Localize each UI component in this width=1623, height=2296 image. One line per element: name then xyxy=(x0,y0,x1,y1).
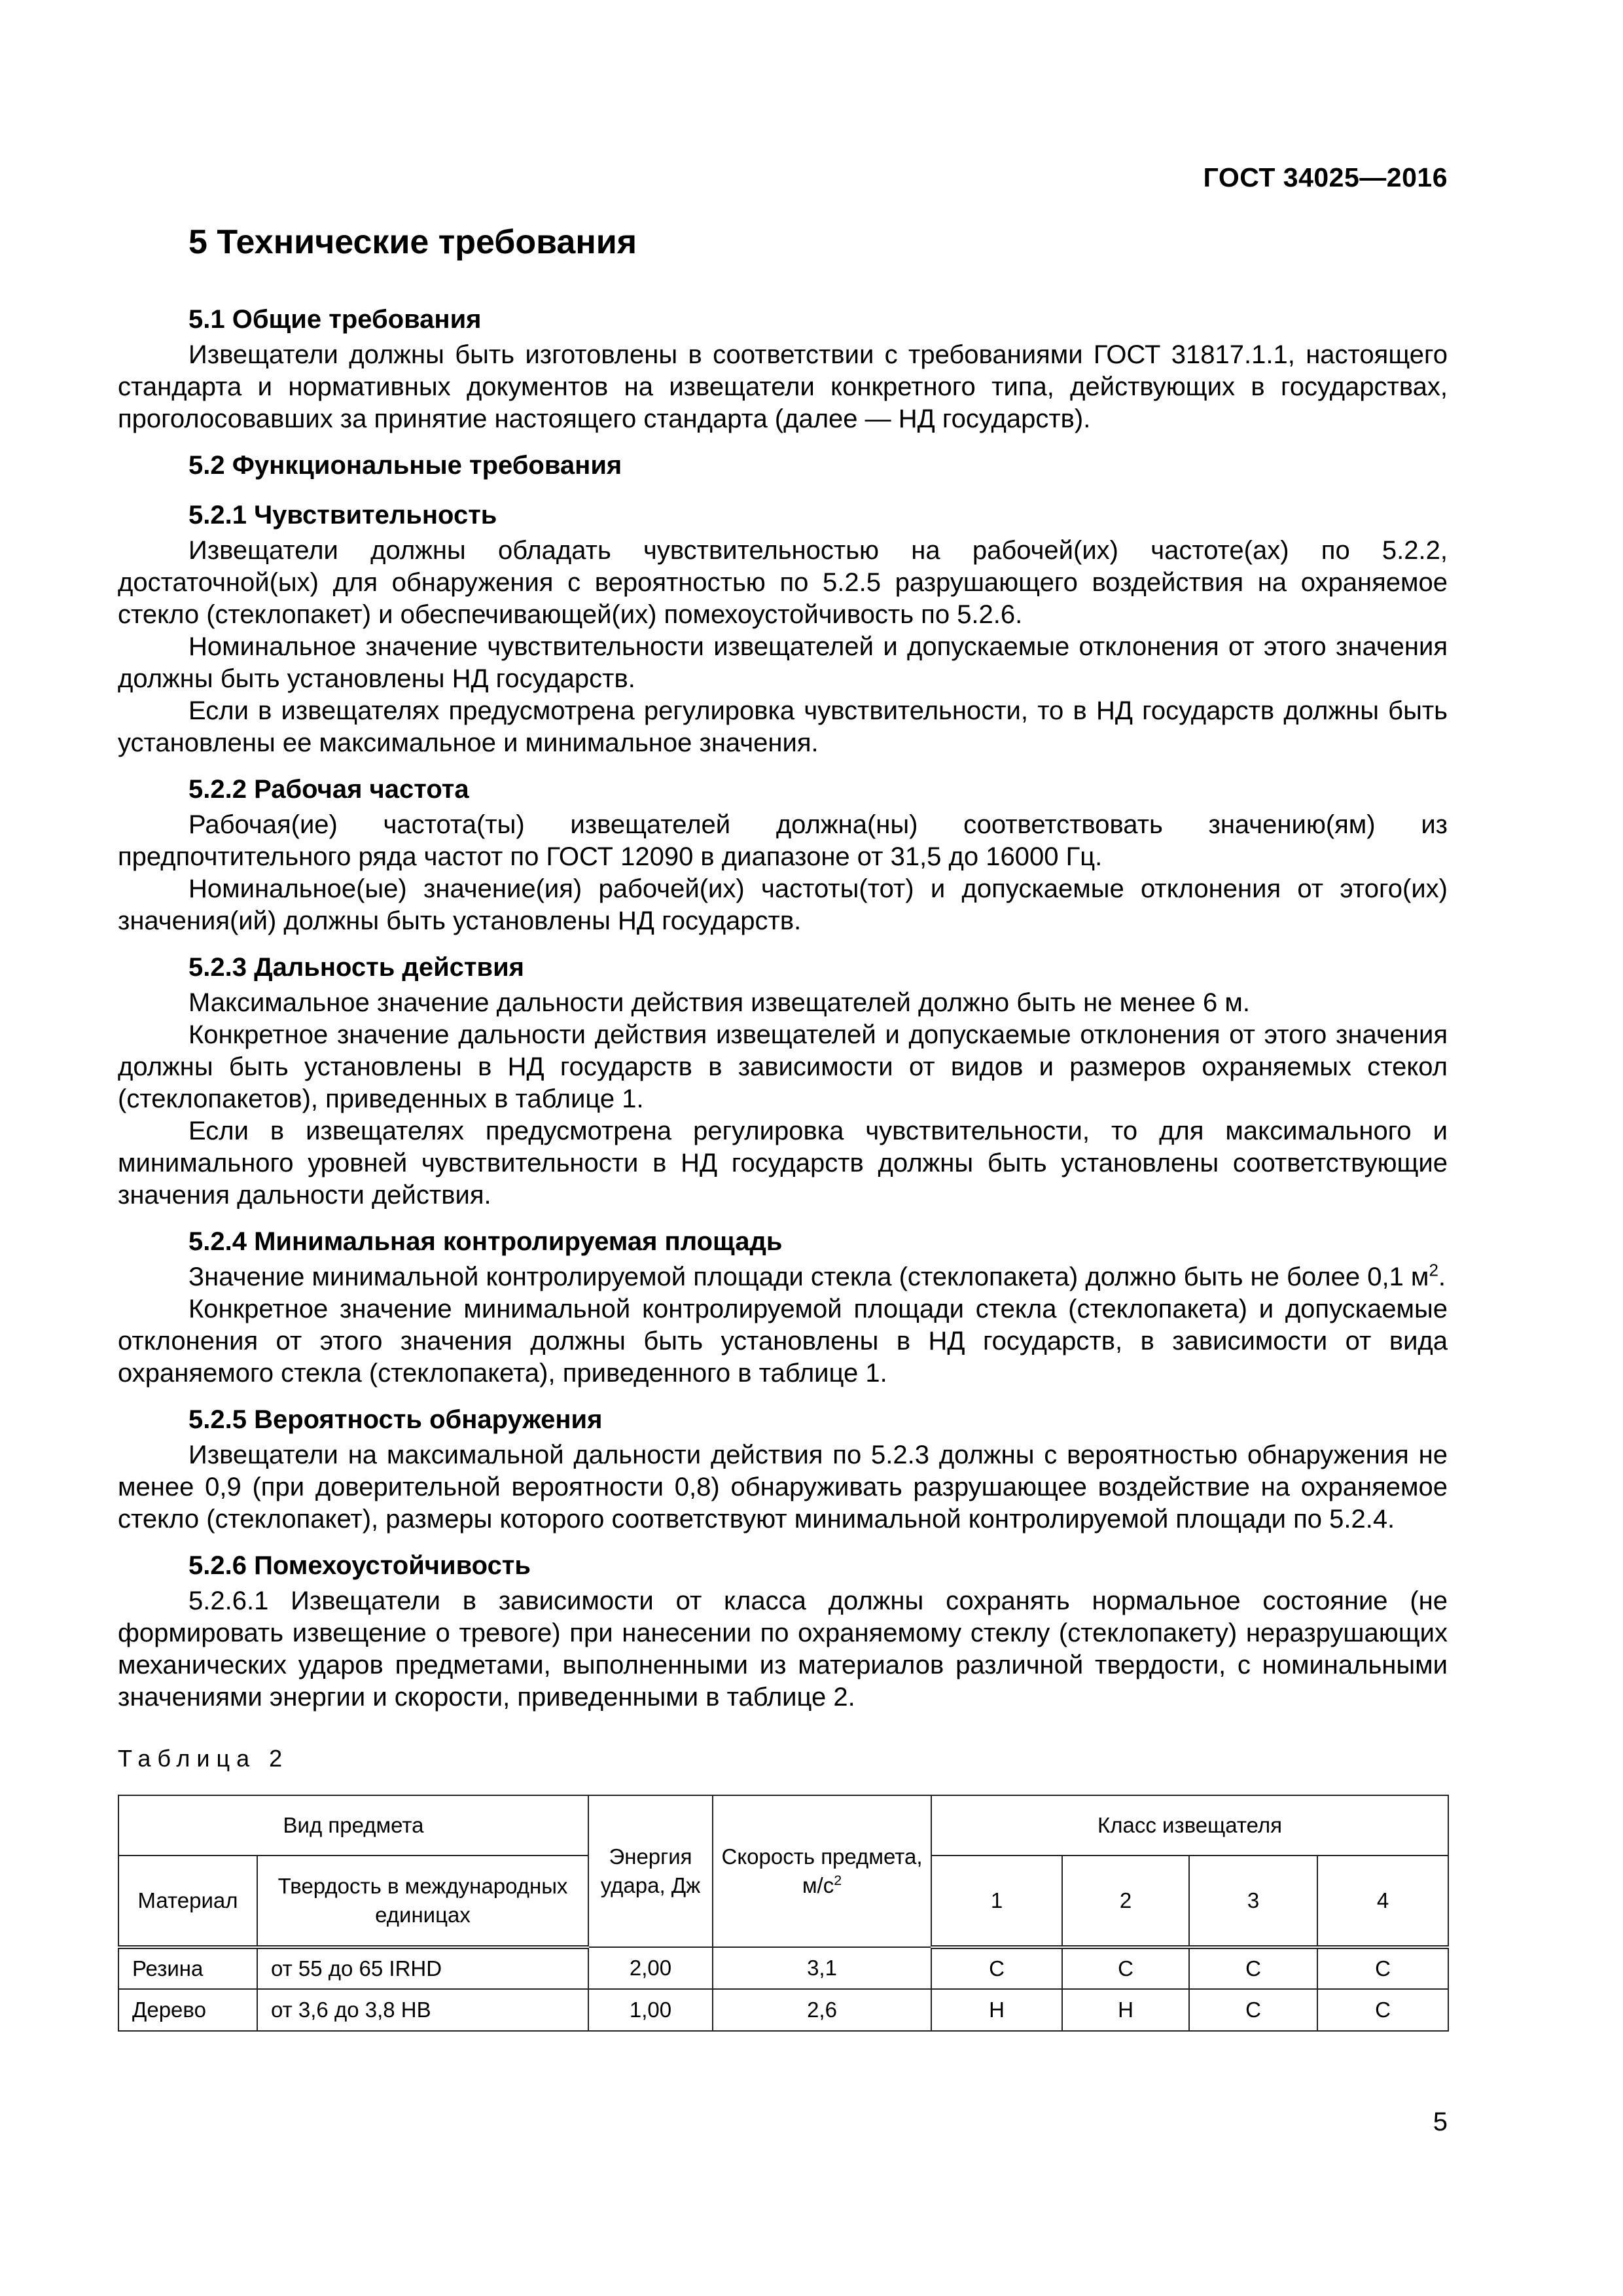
table-row xyxy=(118,1947,1448,1989)
table-row xyxy=(118,1989,1448,2031)
section-title: 5 Технические требования xyxy=(188,223,637,261)
spacer xyxy=(118,485,1448,495)
cell-hardness: от 55 до 65 IRHD xyxy=(257,1947,588,1989)
spacer xyxy=(118,1390,1448,1400)
cell-class-1: С xyxy=(931,1947,1062,1989)
body-paragraph: Извещатели на максимальной дальности действия по 5.2.3 должны с вероятностью обнаружения не менее 0,9 (при доверительной вероятности 0,8) обнаруживать разрушающее воздействие на охраняемое стекло (стеклопакет), размеры которого соответствуют минимальной контролируемой площади по 5.2.4. xyxy=(118,1441,1448,1534)
body-paragraph: Рабочая(ие) частота(ты) извещателей должна(ны) соответствовать значению(ям) из предпочтительного ряда частот по ГОСТ 12090 в диапазоне от 31,5 до 16000 Гц. xyxy=(118,810,1448,871)
body-paragraph: Извещатели должны быть изготовлены в соответствии с требованиями ГОСТ 31817.1.1, настоящего стандарта и нормативных документов на извещатели конкретного типа, действующих в государствах, проголосовавших за принятие настоящего стандарта (далее — НД государств). xyxy=(118,340,1448,433)
header-speed-text: Скорость предмета, м/с xyxy=(721,1844,923,1897)
table-2 xyxy=(118,1795,1449,2032)
header-energy: Энергия удара, Дж xyxy=(588,1795,713,1947)
subsection-heading: 5.2.6 Помехоустойчивость xyxy=(188,1551,531,1580)
cell-class-2: Н xyxy=(1062,1989,1189,2031)
cell-energy: 2,00 xyxy=(588,1947,713,1989)
cell-material: Резина xyxy=(118,1947,257,1989)
body-paragraph: Максимальное значение дальности действия извещателей должно быть не менее 6 м. xyxy=(188,988,1250,1017)
document-code: ГОСТ 34025—2016 xyxy=(1203,162,1448,192)
body-paragraph: Конкретное значение минимальной контролируемой площади стекла (стеклопакета) и допускаемые отклонения от этого значения должны быть установлены в НД государств, в зависимости от вида охраняемого стекла (стеклопакета), приведенного в таблице 1. xyxy=(118,1295,1448,1388)
spacer xyxy=(118,759,1448,770)
cell-class-4: С xyxy=(1317,1947,1448,1989)
body-paragraph: 5.2.6.1 Извещатели в зависимости от класса должны сохранять нормальное состояние (не формировать извещение о тревоге) при нанесении по охраняемому стеклу (стеклопакету) неразрушающих механических ударов предметами, выполненными из материалов различной твердости, с номинальными значениями энергии и скорости, приведенными в таблице 2. xyxy=(118,1587,1448,1712)
cell-class-4: С xyxy=(1317,1989,1448,2031)
header-detector-class: Класс извещателя xyxy=(931,1795,1448,1856)
subsection-heading: 5.2.2 Рабочая частота xyxy=(188,775,469,804)
spacer xyxy=(118,435,1448,446)
cell-energy: 1,00 xyxy=(588,1989,713,2031)
cell-material: Дерево xyxy=(118,1989,257,2031)
spacer xyxy=(118,1211,1448,1222)
page-content xyxy=(118,223,1448,2032)
subsection-heading: 5.2 Функциональные требования xyxy=(188,451,622,480)
cell-hardness: от 3,6 до 3,8 HB xyxy=(257,1989,588,2031)
paragraph-tail: . xyxy=(1438,1263,1446,1291)
cell-class-3: С xyxy=(1189,1947,1317,1989)
subsection-heading: 5.2.5 Вероятность обнаружения xyxy=(188,1405,603,1434)
cell-class-1: Н xyxy=(931,1989,1062,2031)
header-speed xyxy=(713,1795,931,1947)
body-paragraph: Если в извещателях предусмотрена регулировка чувствительности, то в НД государств должны быть установлены ее максимальное и минимальное значения. xyxy=(118,696,1448,757)
cell-class-2: С xyxy=(1062,1947,1189,1989)
subsection-heading: 5.2.4 Минимальная контролируемая площадь xyxy=(188,1227,783,1256)
table-caption: Таблица 2 xyxy=(118,1745,289,1772)
header-speed-sup: 2 xyxy=(834,1873,842,1888)
spacer xyxy=(118,937,1448,948)
header-class-4: 4 xyxy=(1317,1856,1448,1947)
subsection-heading: 5.2.3 Дальность действия xyxy=(188,953,525,982)
body-paragraph: Если в извещателях предусмотрена регулировка чувствительности, то для максимального и минимального уровней чувствительности в НД государств должны быть установлены соответствующие значения дальности действия. xyxy=(118,1117,1448,1210)
cell-class-3: С xyxy=(1189,1989,1317,2031)
section-body xyxy=(118,300,1448,1713)
header-class-3: 3 xyxy=(1189,1856,1317,1947)
header-hardness: Твердость в международных единицах xyxy=(257,1856,588,1947)
header-class-2: 2 xyxy=(1062,1856,1189,1947)
subsection-heading: 5.1 Общие требования xyxy=(188,305,482,334)
subsection-heading: 5.2.1 Чувствительность xyxy=(188,501,497,529)
body-paragraph: Номинальное(ые) значение(ия) рабочей(их) частоты(тот) и допускаемые отклонения от этого(их) значения(ий) должны быть установлены НД государств. xyxy=(118,874,1448,935)
paragraph-text: Значение минимальной контролируемой площади стекла (стеклопакета) должно быть не более 0,1 м xyxy=(188,1263,1429,1291)
body-paragraph xyxy=(118,1261,1448,1293)
page-number: 5 xyxy=(1433,2108,1448,2136)
header-class-1: 1 xyxy=(931,1856,1062,1947)
body-paragraph: Номинальное значение чувствительности извещателей и допускаемые отклонения от этого значения должны быть установлены НД государств. xyxy=(118,632,1448,693)
body-paragraph: Конкретное значение дальности действия извещателей и допускаемые отклонения от этого значения должны быть установлены в НД государств в зависимости от видов и размеров охраняемых стекол (стеклопакетов), приведенных в таблице 1. xyxy=(118,1020,1448,1113)
superscript: 2 xyxy=(1429,1260,1438,1280)
spacer xyxy=(118,1535,1448,1546)
cell-speed: 3,1 xyxy=(713,1947,931,1989)
body-paragraph: Извещатели должны обладать чувствительностью на рабочей(их) частоте(ах) по 5.2.2, достаточной(ых) для обнаружения с вероятностью по 5.2.5 разрушающего воздействия на охраняемое стекло (стеклопакет) и обеспечивающей(их) помехоустойчивость по 5.2.6. xyxy=(118,536,1448,629)
cell-speed: 2,6 xyxy=(713,1989,931,2031)
header-object-type: Вид предмета xyxy=(118,1795,588,1856)
header-material: Материал xyxy=(118,1856,257,1947)
